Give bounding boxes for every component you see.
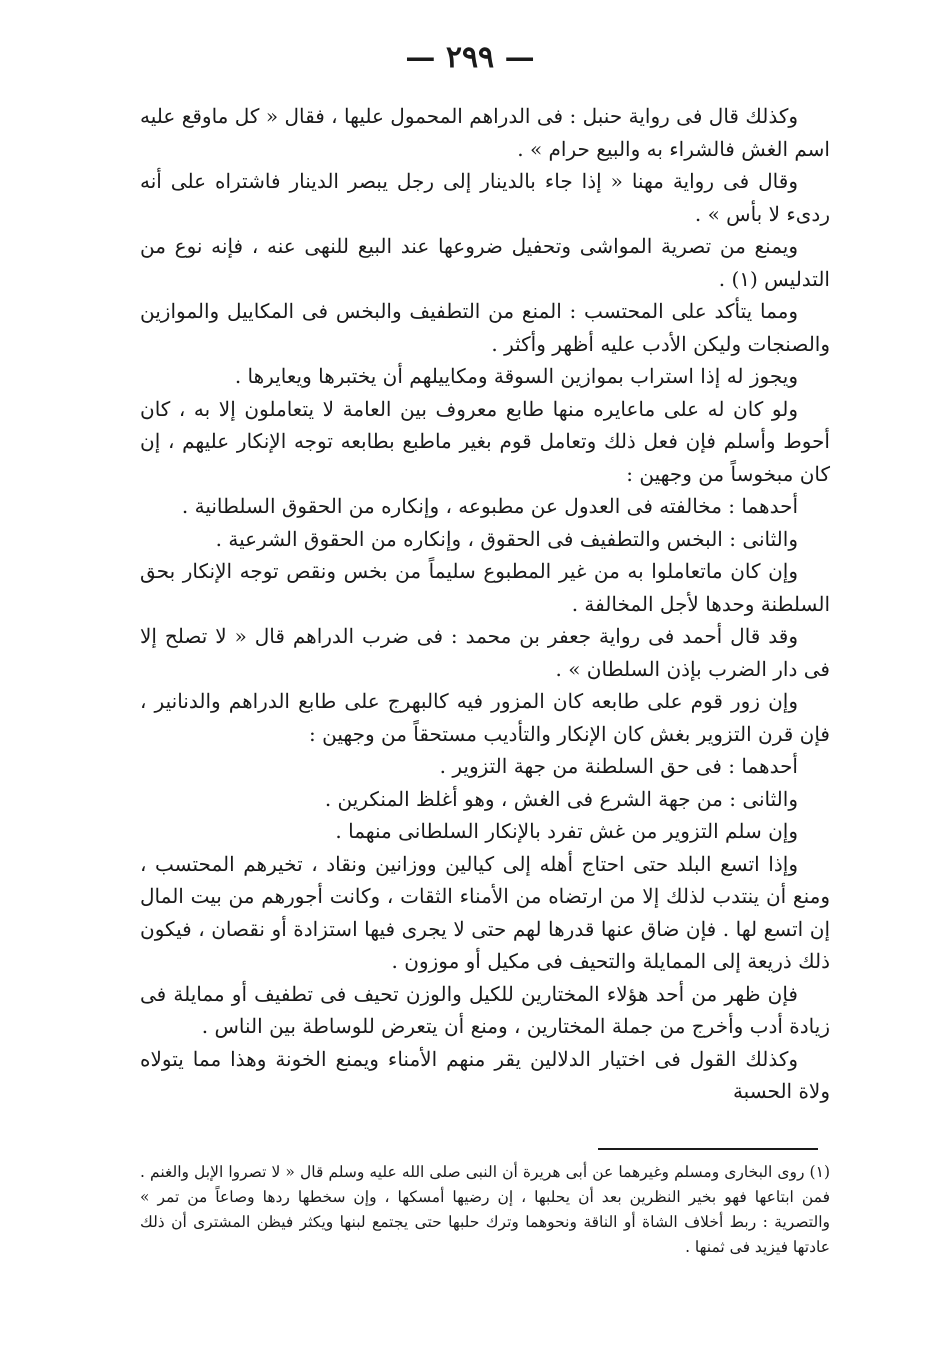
main-text: [140, 100, 830, 1108]
paragraph: ومما يتأكد على المحتسب : المنع من التطفيف والبخس فى المكاييل والموازين والصنجات وليكن الأدب عليه أظهر وأكثر .: [140, 299, 830, 356]
paragraph: وإن زور قوم على طابعه كان المزور فيه كالبهرج على طابع الدراهم والدنانير ، فإن قرن التزوير بغش كان الإنكار والتأديب مستحقاً من وجهين :: [140, 689, 830, 746]
paragraph: والثانى : من جهة الشرع فى الغش ، وهو أغلظ المنكرين .: [324, 786, 798, 811]
footnotes: [140, 1160, 830, 1260]
paragraph: وقال فى رواية مهنا « إذا جاء بالدينار إلى رجل يبصر الدينار فاشتراه على أنه ردىء لا بأس » .: [140, 169, 830, 226]
paragraph: وإن سلم التزوير من غش تفرد بالإنكار السلطانى منهما .: [335, 819, 798, 843]
paragraph: ولو كان له على ماعايره منها طابع معروف بين العامة لا يتعاملون إلا به ، كان أحوط وأسلم فإن فعل ذلك وتعامل قوم بغير ماطبع بطابعه توجه الإنكار عليهم ، إن كان مبخوساً من وجهين :: [140, 396, 830, 486]
paragraph: والثانى : البخس والتطفيف فى الحقوق ، وإنكاره من الحقوق الشرعية .: [215, 526, 798, 551]
paragraph: ويجوز له إذا استراب بموازين السوقة ومكاييلهم أن يختبرها ويعايرها .: [234, 364, 798, 388]
paragraph: أحدهما : مخالفته فى العدول عن مطبوعه ، وإنكاره من الحقوق السلطانية .: [181, 494, 798, 518]
paragraph: وإن كان ماتعاملوا به من غير المطبوع سليماً من بخس ونقص توجه الإنكار بحق السلطنة وحدها لأجل المخالفة .: [140, 559, 830, 616]
footnote: (١) روى البخارى ومسلم وغيرهما عن أبى هريرة أن النبى صلى الله عليه وسلم قال « لا تصروا الإبل والغنم . فمن ابتاعها فهو بخير النظرين بعد أن يحلبها ، إن رضيها أمسكها ، وإن سخطها ردها وصاعاً من تمر » والتصرية : ربط أخلاف الشاة أو الناقة ونحوهما وترك حلبها حتى يجتمع لبنها ويكثر فيظن المشترى أن ذلك عادتها فيزيد فى ثمنها .: [140, 1163, 830, 1256]
paragraph: وكذلك القول فى اختيار الدلالين يقر منهم الأمناء ويمنع الخونة وهذا مما يتولاه ولاة الحسبة: [140, 1046, 830, 1103]
page-number: — ٢٩٩ —: [405, 40, 535, 75]
paragraph: فإن ظهر من أحد هؤلاء المختارين للكيل والوزن تحيف فى تطفيف أو ممايلة فى زيادة أدب وأخرج من جملة المختارين ، ومنع أن يتعرض للوساطة بين الناس .: [140, 981, 830, 1038]
paragraph: وإذا اتسع البلد حتى احتاج أهله إلى كيالين ووزانين ونقاد ، تخيرهم المحتسب ، ومنع أن ينتدب لذلك إلا من ارتضاه من الأمناء الثقات ، وكانت أجورهم من بيت المال إن اتسع لها . فإن ضاق عنها قدرها لهم حتى لا يجرى فيها استزادة أو نقصان ، فيكون ذلك ذريعة إلى الممايلة والتحيف فى مكيل أو موزون .: [140, 851, 830, 973]
paragraph: أحدهما : فى حق السلطنة من جهة التزوير .: [439, 754, 798, 778]
paragraph: وقد قال أحمد فى رواية جعفر بن محمد : فى ضرب الدراهم قال « لا تصلح إلا فى دار الضرب بإذن السلطان » .: [140, 624, 830, 681]
footnote-divider: [598, 1148, 818, 1150]
paragraph: وكذلك قال فى رواية حنبل : فى الدراهم المحمول عليها ، فقال « كل ماوقع عليه اسم الغش فالشراء به والبيع حرام » .: [140, 104, 830, 161]
paragraph: ويمنع من تصرية المواشى وتحفيل ضروعها عند البيع للنهى عنه ، فإنه نوع من التدليس (١) .: [140, 234, 830, 291]
